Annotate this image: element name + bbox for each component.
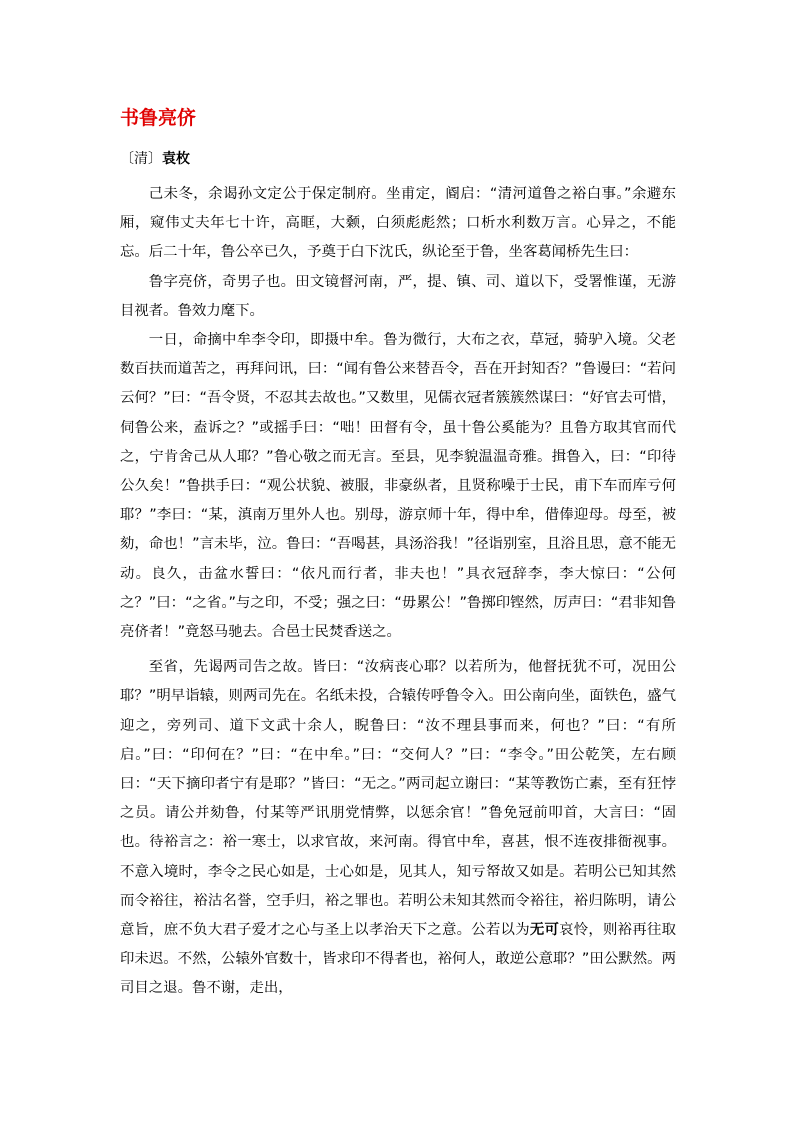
paragraph-4-part-2: 哀怜，则裕再往取印未迟。不然，公辕外官数十，皆求印不得者也，裕何人，敢逆公意耶？”田公默然。两司目之退。鲁不谢，走出， [120,922,676,997]
document-title: 书鲁亮侪 [120,107,197,129]
author-name: 袁枚 [162,151,190,167]
body-text [120,180,676,1004]
paragraph-3: 一日，命摘中牟李令印，即摄中牟。鲁为微行，大布之衣，草冠，骑驴入境。父老数百扶而道苦之，再拜问讯，曰：“闻有鲁公来替吾令，吾在开封知否？”鲁谩曰：“若问云何？”曰：“吾令贤，不忍其去故也。”又数里，见儒衣冠者簇簇然谋曰：“好官去可惜，伺鲁公来，盍诉之？”或摇手曰：“咄！田督有令，虽十鲁公奚能为？且鲁方取其官而代之，宁肯舍己从人耶？”鲁心敬之而无言。至县，见李貌温温奇雅。揖鲁入，曰：“印待公久矣！”鲁拱手曰：“观公状貌、被服，非豪纵者，且贤称噪于士民，甫下车而库亏何耶？”李曰：“某，滇南万里外人也。别母，游京师十年，得中牟，借俸迎母。母至，被劾，命也！”言未毕，泣。鲁曰：“吾喝甚，具汤浴我！”径诣别室，且浴且思，意不能无动。良久，击盆水誓曰：“依凡而行者，非夫也！”具衣冠辞李，李大惊曰：“公何之？”曰：“之省。”与之印，不受；强之曰：“毋累公！”鲁掷印铿然，厉声曰：“君非知鲁亮侪者！”竟怒马驰去。合邑士民焚香送之。 [120,332,676,641]
author-line [120,149,190,169]
paragraph-4-emphasis: 无可 [529,922,560,939]
paragraph-4 [120,653,676,1003]
paragraph-1: 己未冬，余谒孙文定公于保定制府。坐甫定，阍启：“清河道鲁之裕白事。”余避东厢，窥伟丈夫年七十许，高眶，大颡，白须彪彪然；口析水利数万言。心异之，不能忘。后二十年，鲁公卒已久，予奠于白下沈氏，纵论至于鲁，坐客葛闻桥先生曰： [120,186,676,261]
paragraph-2: 鲁字亮侪，奇男子也。田文镜督河南，严，提、镇、司、道以下，受署惟谨，无游目视者。鲁效力麾下。 [120,273,676,319]
dynasty-label: 〔清〕 [120,151,162,167]
paragraph-4-part-1: 至省，先谒两司告之故。皆曰：“汝病丧心耶？以若所为，他督抚犹不可，况田公耶？”明早诣辕，则两司先在。名纸未投，合辕传呼鲁令入。田公南向坐，面铁色，盛气迎之，旁列司、道下文武十余人，睨鲁曰：“汝不理县事而来，何也？”曰：“有所启。”曰：“印何在？”曰：“在中牟。”曰：“交何人？”曰：“李令。”田公乾笑，左右顾曰：“天下摘印者宁有是耶？”皆曰：“无之。”两司起立谢曰：“某等教饬亡素，至有狂悖之员。请公并劾鲁，付某等严讯朋党情弊，以惩余官！”鲁免冠前叩首，大言曰：“固也。待裕言之：裕一寒士，以求官故，来河南。得官中牟，喜甚，恨不连夜排衙视事。不意入境时，李令之民心如是，士心如是，见其人，知亏帑故又如是。若明公已知其然而令裕往，裕沽名誉，空手归，裕之罪也。若明公未知其然而令裕往，裕归陈明，请公意旨，庶不负大君子爱才之心与圣上以孝治天下之意。公若以为 [120,659,676,939]
